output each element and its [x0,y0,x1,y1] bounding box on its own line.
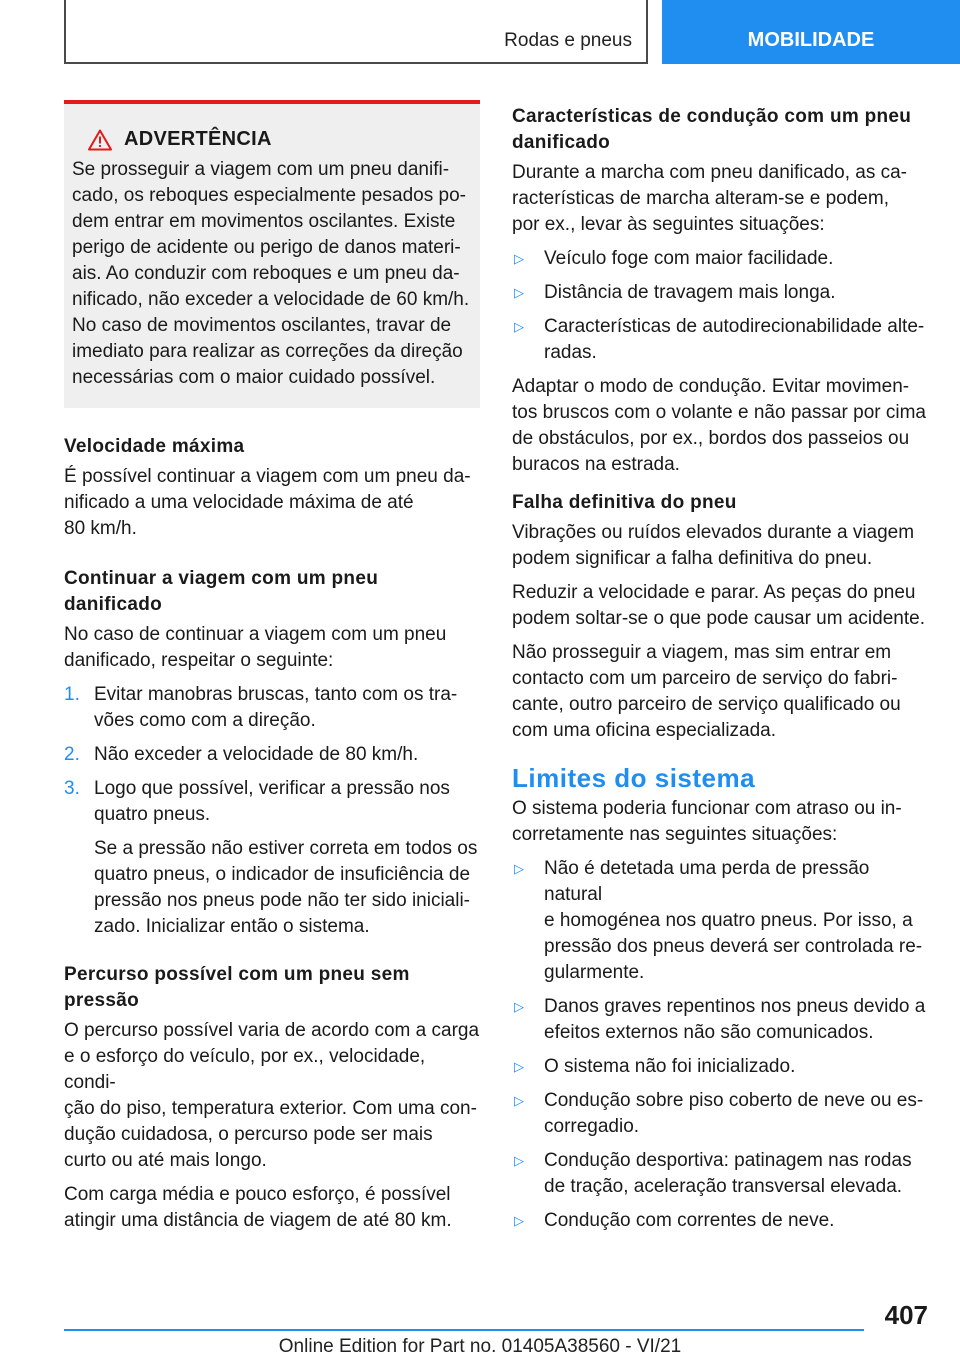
heading-vmax: Velocidade máxima [64,436,245,457]
text-line: gularmente. [544,962,645,983]
text-line: imediato para realizar as correções da direção [72,341,463,362]
text-line: cado, os reboques especialmente pesados po‐ [72,185,466,206]
text-line: perigo de acidente ou perigo de danos materi‐ [72,237,461,258]
text-line: buracos na estrada. [512,454,680,475]
text-line: O percurso possível varia de acordo com a carga [64,1020,480,1041]
edition-text: Online Edition for Part no. 01405A38560 - VI/21 [278,1336,682,1357]
text-line: Reduzir a velocidade e parar. As peças do pneu [512,582,916,603]
triangle-right-icon: ▷ [514,319,524,334]
text-line: Não exceder a velocidade de 80 km/h. [94,744,419,765]
text-line: No caso de movimentos oscilantes, travar de [72,315,452,336]
list-item [512,1148,932,1200]
text-line: danificado, respeitar o seguinte: [64,650,334,671]
text-line: Condução sobre piso coberto de neve ou es‐ [544,1090,924,1111]
text-line: quatro pneus. [94,804,211,825]
text-line: Com carga média e pouco esforço, é possível [64,1184,451,1205]
list-number: 3. [64,778,80,799]
triangle-right-icon: ▷ [514,285,524,300]
text-line: pressão dos pneus deverá ser controlada re‐ [544,936,923,957]
text-line: O sistema poderia funcionar com atraso ou in‐ [512,798,902,819]
list-number: 1. [64,684,80,705]
heading-continue-2: danificado [64,594,163,615]
triangle-right-icon: ▷ [514,861,524,876]
list-item [512,314,932,366]
text-line: zado. Inicializar então o sistema. [94,916,370,937]
list-item [512,994,932,1046]
section-driving [512,104,932,478]
warning-box [64,100,480,408]
text-line: atingir uma distância de viagem de até 80 km. [64,1210,452,1231]
list-note [94,836,477,940]
heading-range: Percurso possível com um pneu sem [64,964,410,985]
text-line: Distância de travagem mais longa. [544,282,836,303]
text-line: nificado a uma velocidade máxima de até [64,492,414,513]
list-item [512,1208,932,1234]
text-line: necessárias com o maior cuidado possível. [72,367,436,388]
text-line: É possível continuar a viagem com um pneu da‐ [64,466,471,487]
section-range [64,962,480,1234]
page-number: 407 [884,1300,928,1330]
text-line: por ex., levar às seguintes situações: [512,214,825,235]
footer-divider [64,1329,864,1331]
triangle-right-icon: ▷ [514,1213,524,1228]
text-line: O sistema não foi inicializado. [544,1056,796,1077]
text-line: Durante a marcha com pneu danificado, as ca‐ [512,162,907,183]
text-line: radas. [544,342,597,363]
warning-header [88,128,472,151]
heading-failure: Falha definitiva do pneu [512,492,737,513]
warning-text [72,157,472,391]
section-vmax [64,434,480,542]
triangle-right-icon: ▷ [514,251,524,266]
chapter-tab[interactable]: MOBILIDADE [662,0,960,64]
text-line: vões como com a direção. [94,710,316,731]
text-line: Veículo foge com maior facilidade. [544,248,834,269]
list-item [64,682,480,734]
text-line: nificado, não exceder a velocidade de 60 km/h. [72,289,470,310]
bullet-list [512,856,932,1234]
text-line: com uma oficina especializada. [512,720,777,741]
numbered-list [64,682,480,940]
text-line: Danos graves repentinos nos pneus devido a [544,996,926,1017]
list-item [512,1088,932,1140]
text-line: Se a pressão não estiver correta em todos os [94,838,478,859]
text-line: podem soltar-se o que pode causar um acidente. [512,608,925,629]
text-line: efeitos externos não são comunicados. [544,1022,874,1043]
text-line: Vibrações ou ruídos elevados durante a viagem [512,522,915,543]
triangle-right-icon: ▷ [514,1093,524,1108]
text-line: corretamente nas seguintes situações: [512,824,838,845]
section-limits [512,762,932,1234]
list-item [512,856,932,986]
text-line: Condução desportiva: patinagem nas rodas [544,1150,912,1171]
list-item [64,776,480,940]
warning-triangle-icon [88,129,112,151]
text-line: podem significar a falha definitiva do pneu. [512,548,873,569]
text-line: Se prosseguir a viagem com um pneu danifi‐ [72,159,450,180]
text-line: de tração, aceleração transversal elevada. [544,1176,903,1197]
text-line: dução cuidadosa, o percurso pode ser mais [64,1124,433,1145]
text-line: Evitar manobras bruscas, tanto com os tra‐ [94,684,458,705]
text-line: quatro pneus, o indicador de insuficiência de [94,864,471,885]
list-number: 2. [64,744,80,765]
text-line: racterísticas de marcha alteram-se e podem, [512,188,889,209]
heading-range-2: pressão [64,990,139,1011]
text-line: Logo que possível, verificar a pressão nos [94,778,450,799]
text-line: cante, outro parceiro de serviço qualificado ou [512,694,901,715]
text-line: curto ou até mais longo. [64,1150,267,1171]
text-line: ção do piso, temperatura exterior. Com uma con‐ [64,1098,477,1119]
warning-title: ADVERTÊNCIA [124,128,272,150]
list-item [64,742,480,768]
heading-driving: Características de condução com um pneu [512,106,912,127]
text-line: e o esforço do veículo, por ex., velocidade, condi‐ [64,1046,426,1093]
list-item [512,246,932,272]
text-line: Não prosseguir a viagem, mas sim entrar em [512,642,892,663]
text-line: de obstáculos, por ex., bordos dos passeios ou [512,428,910,449]
text-line: corregadio. [544,1116,640,1137]
text-line: Adaptar o modo de condução. Evitar movimen‐ [512,376,910,397]
text-line: 80 km/h. [64,518,137,539]
list-item [512,1054,932,1080]
section-title: Rodas e pneus [504,30,632,51]
section-failure [512,490,932,744]
text-line: tos bruscos com o volante e não passar por cima [512,402,926,423]
header-frame [64,0,648,64]
text-line: pressão nos pneus pode não ter sido iniciali‐ [94,890,471,911]
text-line: No caso de continuar a viagem com um pneu [64,624,447,645]
text-line: Não é detetada uma perda de pressão natural [544,858,870,905]
heading-continue: Continuar a viagem com um pneu [64,568,379,589]
text-line: contacto com um parceiro de serviço do fabri‐ [512,668,898,689]
triangle-right-icon: ▷ [514,999,524,1014]
text-line: ais. Ao conduzir com reboques e um pneu da‐ [72,263,460,284]
list-item [512,280,932,306]
bullet-list [512,246,932,366]
triangle-right-icon: ▷ [514,1153,524,1168]
triangle-right-icon: ▷ [514,1059,524,1074]
heading-driving-2: danificado [512,132,611,153]
section-continue [64,566,480,940]
heading-limits: Limites do sistema [512,763,756,793]
text-line: dem entrar em movimentos oscilantes. Existe [72,211,456,232]
text-line: Características de autodirecionabilidade alte‐ [544,316,925,337]
text-line: e homogénea nos quatro pneus. Por isso, a [544,910,913,931]
text-line: Condução com correntes de neve. [544,1210,835,1231]
